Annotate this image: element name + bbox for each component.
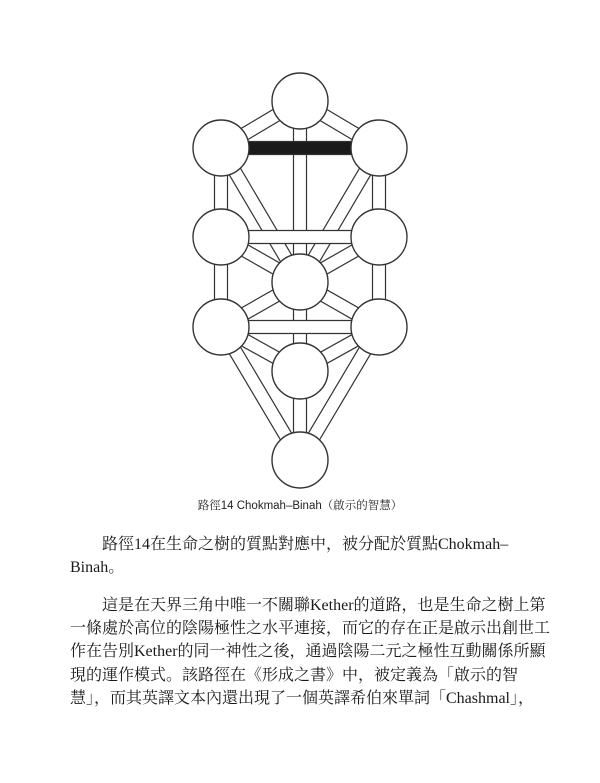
paragraph-line: 慧」，而其英譯文本內還出現了一個英譯希伯來單詞「Chashmal」， xyxy=(70,689,534,707)
paragraph-line: 一條處於高位的陰陽極性之水平連接，而它的存在正是啟示出創世工 xyxy=(70,620,551,638)
paragraph-line: 作在告別Kether的同一神性之後，通過陰陽二元之極性互動關係所顯 xyxy=(70,643,546,661)
sphere-geburah xyxy=(193,209,249,265)
figure-caption: 路徑14 Chokmah–Binah（啟示的智慧） xyxy=(197,500,403,512)
sphere-netzach xyxy=(351,299,407,355)
sphere-hod xyxy=(193,299,249,355)
paragraph-2 xyxy=(70,594,551,710)
paragraph-1 xyxy=(70,533,530,579)
sphere-chesed xyxy=(351,209,407,265)
sphere-chokmah xyxy=(351,120,407,176)
sphere-kether xyxy=(272,73,328,129)
sphere-tiphareth xyxy=(272,254,328,310)
sphere-malkuth xyxy=(272,432,328,488)
paragraph-line: 路徑14在生命之樹的質點對應中，被分配於質點Chokmah– xyxy=(102,536,509,553)
paragraph-line: 現的運作模式。該路徑在《形成之書》中，被定義為「啟示的智 xyxy=(70,666,519,684)
paragraph-line: 這是在天界三角中唯一不關聯Kether的道路，也是生命之樹上第 xyxy=(102,597,546,614)
sphere-binah xyxy=(193,120,249,176)
paragraph-line: Binah。 xyxy=(70,559,125,577)
sphere-yesod xyxy=(272,343,328,399)
